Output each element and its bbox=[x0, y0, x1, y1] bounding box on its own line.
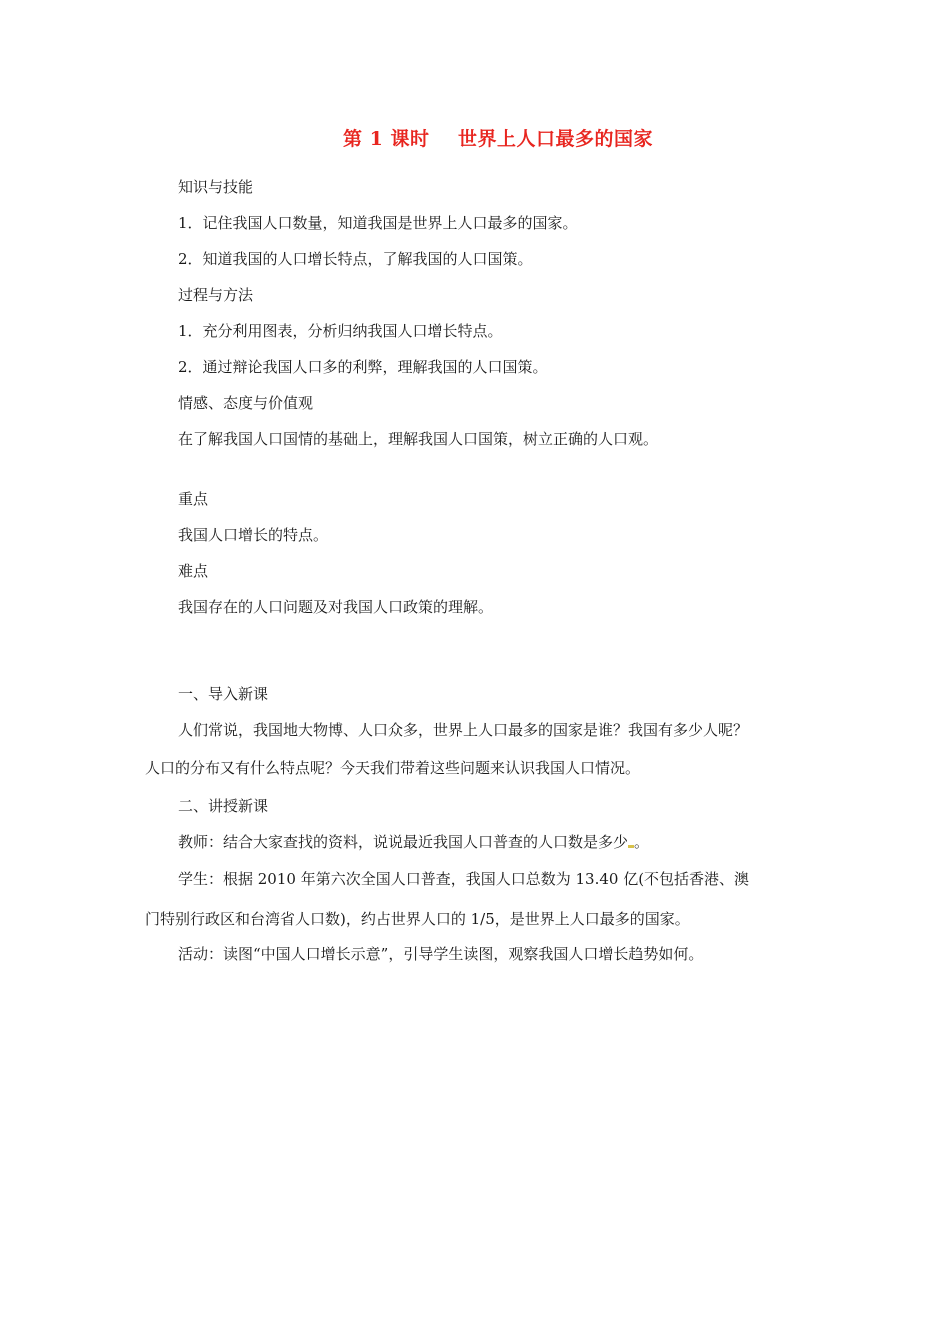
key-point-text: 我国人口增长的特点。 bbox=[178, 526, 329, 544]
emotion-text: 在了解我国人口国情的基础上，理解我国人口国策，树立正确的人口观。 bbox=[178, 430, 659, 448]
student-paragraph-line1: 学生：根据 2010 年第六次全国人口普查，我国人口总数为 13.40 亿(不包括香港、澳 bbox=[178, 870, 750, 888]
process-item-2: 2．通过辩论我国人口多的利弊，理解我国的人口国策。 bbox=[178, 358, 548, 376]
process-heading: 过程与方法 bbox=[178, 286, 254, 304]
teacher-text-end: 。 bbox=[634, 833, 650, 851]
section1-paragraph-line2: 人口的分布又有什么特点呢？今天我们带着这些问题来认识我国人口情况。 bbox=[145, 759, 641, 777]
knowledge-item-1: 1．记住我国人口数量，知道我国是世界上人口最多的国家。 bbox=[178, 214, 578, 232]
section2-heading: 二、讲授新课 bbox=[178, 797, 269, 815]
difficulty-text: 我国存在的人口问题及对我国人口政策的理解。 bbox=[178, 598, 494, 616]
process-item-1: 1．充分利用图表，分析归纳我国人口增长特点。 bbox=[178, 322, 503, 340]
knowledge-heading: 知识与技能 bbox=[178, 178, 254, 196]
lesson-title: 第 1 课时 世界上人口最多的国家 bbox=[343, 128, 653, 150]
teacher-text: 教师：结合大家查找的资料，说说最近我国人口普查的人口数是多少 bbox=[178, 833, 629, 851]
knowledge-item-2: 2．知道我国的人口增长特点，了解我国的人口国策。 bbox=[178, 250, 533, 268]
difficulty-heading: 难点 bbox=[178, 562, 209, 580]
emotion-heading: 情感、态度与价值观 bbox=[178, 394, 314, 412]
student-paragraph-line2: 门特别行政区和台湾省人口数)，约占世界人口的 1/5，是世界上人口最多的国家。 bbox=[145, 910, 690, 928]
key-point-heading: 重点 bbox=[178, 490, 209, 508]
activity-paragraph: 活动：读图“中国人口增长示意”，引导学生读图，观察我国人口增长趋势如何。 bbox=[178, 945, 704, 963]
section1-paragraph-line1: 人们常说，我国地大物博、人口众多，世界上人口最多的国家是谁？我国有多少人呢？ bbox=[178, 721, 749, 739]
teacher-paragraph bbox=[178, 833, 649, 851]
section1-heading: 一、导入新课 bbox=[178, 685, 269, 703]
